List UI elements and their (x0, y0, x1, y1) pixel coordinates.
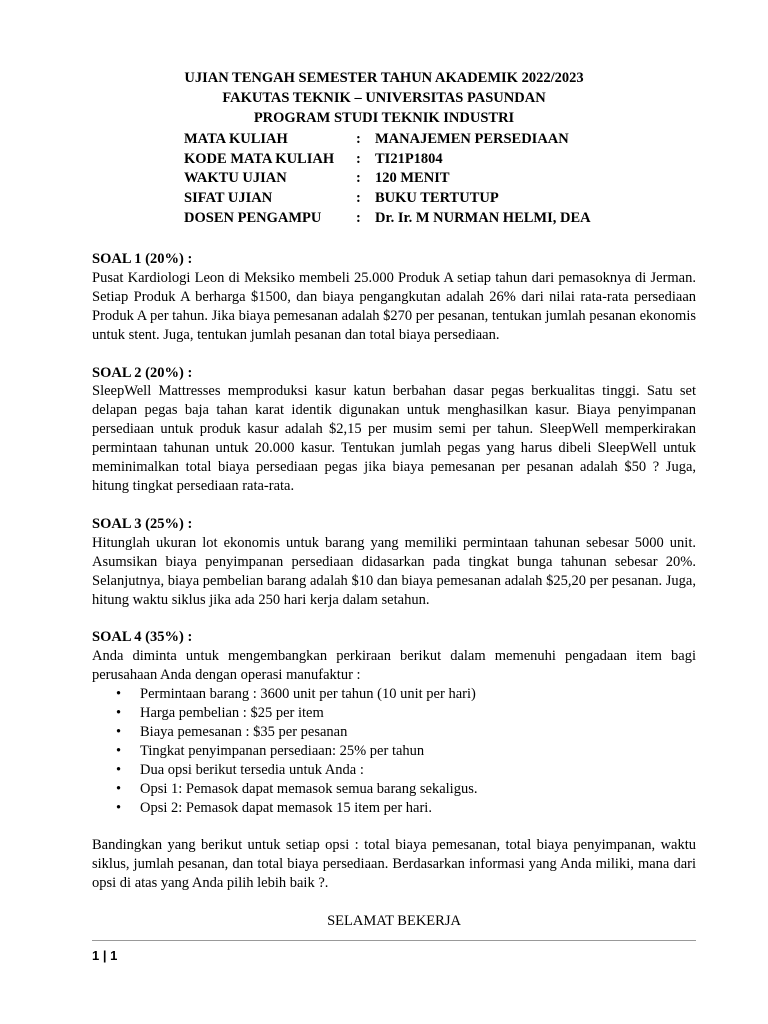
meta-value: Dr. Ir. M NURMAN HELMI, DEA (375, 209, 591, 226)
soal-2-title: SOAL 2 (20%) : (92, 364, 193, 381)
meta-value: TI21P1804 (375, 150, 443, 167)
header-line-1: UJIAN TENGAH SEMESTER TAHUN AKADEMIK 2022/2023 (184, 70, 584, 86)
footer-divider (92, 940, 696, 941)
bullet-item: • Permintaan barang : 3600 unit per tahun (10 unit per hari) (140, 685, 696, 704)
bullet-item: • Biaya pemesanan : $35 per pesanan (140, 723, 696, 742)
meta-key: DOSEN PENGAMPU (184, 209, 322, 226)
soal-1-title: SOAL 1 (20%) : (92, 251, 193, 267)
meta-key: KODE MATA KULIAH (184, 150, 335, 167)
bullet-item: • Dua opsi berikut tersedia untuk Anda : (140, 761, 696, 780)
meta-row-sifat-ujian (184, 189, 591, 209)
meta-row-mata-kuliah (184, 130, 591, 150)
bullet-item: • Tingkat penyimpanan persediaan: 25% per tahun (140, 742, 696, 761)
meta-key: MATA KULIAH (184, 131, 288, 147)
soal-1-text: Pusat Kardiologi Leon di Meksiko membeli 25.000 Produk A setiap tahun dari pemasoknya di Jerman. Setiap Produk A berharga $1500, dan biaya pengangkutan adalah 26% dari nilai rata-rata persediaan Produk A per tahun. Jika biaya pemesanan adalah $270 per pesanan, tentukan jumlah pesanan ekonomis untuk stent. Juga, tentukan jumlah pesanan dan total biaya persediaan. (92, 269, 697, 343)
meta-row-waktu-ujian (184, 169, 591, 189)
meta-colon: : (356, 190, 361, 207)
exam-header (0, 68, 768, 128)
soal-4-title: SOAL 4 (35%) : (92, 629, 193, 646)
soal-3-title: SOAL 3 (25%) : (92, 515, 193, 532)
bullet-item: • Opsi 2: Pemasok dapat memasok 15 item per hari. (140, 799, 696, 818)
soal-4-bullet-list (92, 685, 696, 817)
meta-colon: : (356, 150, 361, 167)
meta-colon: : (356, 170, 361, 187)
meta-colon: : (356, 209, 361, 226)
meta-key: WAKTU UJIAN (184, 170, 287, 187)
closing-message: SELAMAT BEKERJA (327, 913, 461, 930)
header-line-3: PROGRAM STUDI TEKNIK INDUSTRI (253, 110, 515, 126)
meta-value: BUKU TERTUTUP (375, 190, 499, 207)
meta-key: SIFAT UJIAN (184, 190, 273, 207)
soal-2-text: SleepWell Mattresses memproduksi kasur katun berbahan dasar pegas berkualitas tinggi. Satu set delapan pegas baja tahan karat identik digunakan untuk menghasilkan kasur. Biaya penyimpanan persediaan untuk produk kasur adalah $2,15 per musim semi per tahun. SleepWell memperkirakan permintaan tahunan untuk 20.000 kasur. Tentukan jumlah pegas yang harus dibeli SleepWell untuk meminimalkan total biaya persediaan pegas jika biaya pemesanan per pesanan adalah $50 ? Juga, hitung tingkat persediaan rata-rata. (92, 383, 696, 494)
soal-4-intro: Anda diminta untuk mengembangkan perkiraan berikut dalam memenuhi pengadaan item bagi perusahaan Anda dengan operasi manufaktur : (92, 648, 696, 684)
bullet-item: • Harga pembelian : $25 per item (140, 704, 696, 723)
header-line-2: FAKUTAS TEKNIK – UNIVERSITAS PASUNDAN (222, 90, 546, 106)
exam-body (92, 250, 696, 931)
soal-4-closing-text: Bandingkan yang berikut untuk setiap opsi : total biaya pemesanan, total biaya penyimpanan, waktu siklus, jumlah pesanan, dan total biaya persediaan. Berdasarkan informasi yang Anda miliki, mana dari opsi di atas yang Anda pilih lebih baik ?. (92, 837, 696, 892)
meta-colon: : (356, 131, 361, 147)
bullet-item: • Opsi 1: Pemasok dapat memasok semua barang sekaligus. (140, 780, 696, 799)
meta-value: 120 MENIT (375, 170, 450, 187)
meta-row-dosen-pengampu (184, 209, 591, 229)
meta-value: MANAJEMEN PERSEDIAAN (375, 131, 569, 147)
page-number: 1 | 1 (92, 948, 118, 963)
soal-3-text: Hitunglah ukuran lot ekonomis untuk barang yang memiliki permintaan tahunan sebesar 5000 unit. Asumsikan biaya penyimpanan persediaan didasarkan pada tingkat bunga tahunan sebesar 20%. Selanjutnya, biaya pembelian barang adalah $10 dan biaya pemesanan adalah $25,20 per pesanan. Juga, hitung waktu siklus jika ada 250 hari kerja dalam setahun. (92, 534, 696, 608)
exam-meta-table (184, 130, 591, 229)
meta-row-kode-mata-kuliah (184, 150, 591, 170)
